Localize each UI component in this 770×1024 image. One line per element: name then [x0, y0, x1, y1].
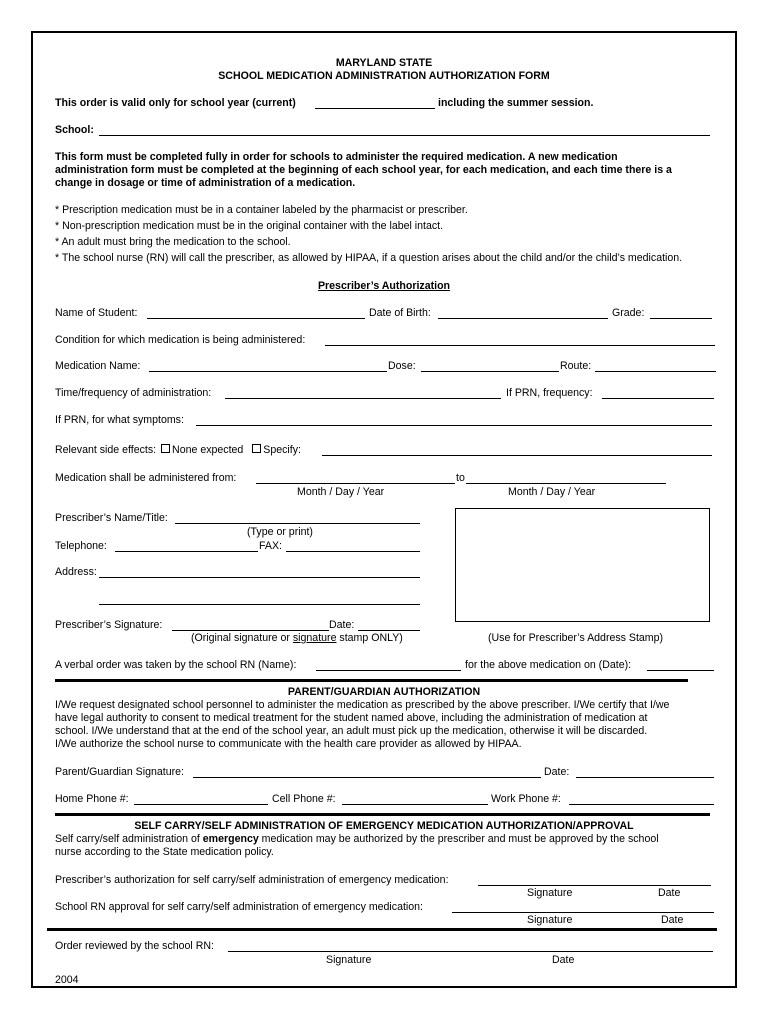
home-phone-field[interactable]	[134, 804, 268, 805]
side-effects-label: Relevant side effects:	[55, 444, 157, 456]
side-effects-row	[55, 444, 301, 457]
work-phone-field[interactable]	[569, 804, 714, 805]
parent-section-title: PARENT/GUARDIAN AUTHORIZATION	[287, 686, 481, 698]
parent-text-line: school. I/We understand that at the end of the school year, an adult must pick up the medication, otherwise it will be discarded.	[55, 725, 648, 737]
section-divider	[55, 813, 710, 816]
none-expected-label: None expected	[172, 444, 244, 456]
dose-label: Dose:	[388, 360, 416, 372]
rn-self-carry-label: School RN approval for self carry/self administration of emergency medication:	[55, 901, 423, 913]
address-field-2[interactable]	[99, 604, 420, 605]
instructions-line: This form must be completed fully in order for schools to administer the required medication. A new medication	[55, 151, 618, 163]
fax-field[interactable]	[286, 551, 420, 552]
prescriber-section-title: Prescriber’s Authorization	[317, 280, 451, 292]
footer-signature-caption: Signature	[326, 954, 372, 966]
prescriber-self-carry-label: Prescriber’s authorization for self carry/self administration of emergency medication:	[55, 874, 449, 886]
signature-caption: Signature	[527, 887, 573, 899]
prescriber-name-label: Prescriber’s Name/Title:	[55, 512, 168, 524]
parent-text-line: I/We authorize the school nurse to communicate with the health care provider as allowed by HIPAA.	[55, 738, 522, 750]
specify-checkbox[interactable]	[252, 444, 261, 453]
instructions-line: administration form must be completed at the beginning of each school year, for each medication, and each time there is a	[55, 164, 672, 176]
self-carry-section-title: SELF CARRY/SELF ADMINISTRATION OF EMERGENCY MEDICATION AUTHORIZATION/APPROVAL	[134, 820, 634, 832]
verbal-order-label: A verbal order was taken by the school RN (Name):	[55, 659, 297, 671]
validity-suffix: including the summer session.	[438, 97, 594, 109]
parent-text-line: I/We request designated school personnel to administer the medication as prescribed by the above prescriber. I/We certify that I/we	[55, 699, 670, 711]
bullet-item: * An adult must bring the medication to the school.	[55, 236, 291, 248]
form-year: 2004	[55, 974, 79, 986]
to-label: to	[456, 472, 465, 484]
medication-name-field[interactable]	[149, 371, 387, 372]
self-carry-text-line: nurse according to the State medication policy.	[55, 846, 274, 858]
school-field[interactable]	[99, 135, 710, 136]
section-divider	[55, 679, 688, 682]
cell-phone-field[interactable]	[342, 804, 488, 805]
school-year-field[interactable]	[315, 108, 435, 109]
fax-label: FAX:	[259, 540, 282, 552]
instructions-line: change in dosage or time of administration of a medication.	[55, 177, 356, 189]
prescriber-name-field[interactable]	[175, 523, 420, 524]
prn-frequency-label: If PRN, frequency:	[506, 387, 593, 399]
form-state-title: MARYLAND STATE	[335, 57, 433, 69]
self-carry-text-line: Self carry/self administration of emergency medication may be authorized by the prescriber and must be approved by the school	[55, 833, 659, 845]
parent-date-label: Date:	[544, 766, 570, 778]
reviewed-label: Order reviewed by the school RN:	[55, 940, 214, 952]
end-date-field[interactable]	[466, 483, 666, 484]
validity-label: This order is valid only for school year (current)	[55, 97, 296, 109]
school-label: School:	[55, 124, 94, 136]
parent-signature-field[interactable]	[193, 777, 541, 778]
dose-field[interactable]	[421, 371, 559, 372]
date-caption: Date	[661, 914, 684, 926]
student-name-field[interactable]	[147, 318, 365, 319]
bullet-item: * The school nurse (RN) will call the prescriber, as allowed by HIPAA, if a question arises about the child and/or the child’s medication.	[55, 252, 683, 264]
verbal-order-rn-field[interactable]	[316, 670, 461, 671]
signature-note: (Original signature or signature stamp ONLY)	[191, 632, 403, 644]
footer-date-caption: Date	[552, 954, 575, 966]
prescriber-signature-field[interactable]	[172, 630, 329, 631]
none-expected-checkbox[interactable]	[161, 444, 170, 453]
time-frequency-label: Time/frequency of administration:	[55, 387, 212, 399]
start-date-field[interactable]	[256, 483, 455, 484]
student-name-label: Name of Student:	[55, 307, 138, 319]
bullet-item: * Prescription medication must be in a container labeled by the pharmacist or prescriber.	[55, 204, 468, 216]
type-or-print-note: (Type or print)	[247, 526, 313, 538]
prn-symptoms-label: If PRN, for what symptoms:	[55, 414, 184, 426]
form-title: SCHOOL MEDICATION ADMINISTRATION AUTHORIZATION FORM	[218, 70, 550, 82]
grade-field[interactable]	[650, 318, 712, 319]
prescriber-signature-label: Prescriber’s Signature:	[55, 619, 163, 631]
parent-signature-label: Parent/Guardian Signature:	[55, 766, 184, 778]
condition-label: Condition for which medication is being administered:	[55, 334, 306, 346]
verbal-order-date-field[interactable]	[647, 670, 714, 671]
medication-name-label: Medication Name:	[55, 360, 141, 372]
grade-label: Grade:	[612, 307, 645, 319]
reviewed-field[interactable]	[228, 951, 713, 952]
telephone-label: Telephone:	[55, 540, 107, 552]
stamp-note: (Use for Prescriber’s Address Stamp)	[488, 632, 664, 644]
signature-caption: Signature	[527, 914, 573, 926]
prescriber-date-label: Date:	[329, 619, 355, 631]
date-caption: Date	[658, 887, 681, 899]
prescriber-stamp-box[interactable]	[455, 508, 710, 622]
cell-phone-label: Cell Phone #:	[272, 793, 336, 805]
specify-field[interactable]	[322, 455, 712, 456]
route-label: Route:	[560, 360, 592, 372]
dob-label: Date of Birth:	[369, 307, 431, 319]
administered-from-label: Medication shall be administered from:	[55, 472, 237, 484]
prn-symptoms-field[interactable]	[196, 425, 712, 426]
time-frequency-field[interactable]	[225, 398, 501, 399]
prn-frequency-field[interactable]	[602, 398, 714, 399]
telephone-field[interactable]	[115, 551, 258, 552]
section-divider	[47, 928, 717, 931]
specify-label: Specify:	[263, 444, 301, 456]
prescriber-self-carry-field[interactable]	[478, 885, 711, 886]
condition-field[interactable]	[325, 345, 715, 346]
end-date-format: Month / Day / Year	[508, 486, 596, 498]
address-label: Address:	[55, 566, 97, 578]
work-phone-label: Work Phone #:	[491, 793, 561, 805]
rn-self-carry-field[interactable]	[452, 912, 714, 913]
verbal-order-date-label: for the above medication on (Date):	[465, 659, 632, 671]
route-field[interactable]	[595, 371, 716, 372]
start-date-format: Month / Day / Year	[297, 486, 385, 498]
dob-field[interactable]	[438, 318, 608, 319]
home-phone-label: Home Phone #:	[55, 793, 129, 805]
address-field-1[interactable]	[99, 577, 420, 578]
parent-text-line: have legal authority to consent to medical treatment for the student named above, including the administration of medication at	[55, 712, 648, 724]
parent-date-field[interactable]	[576, 777, 714, 778]
bullet-item: * Non-prescription medication must be in the original container with the label intact.	[55, 220, 444, 232]
prescriber-date-field[interactable]	[358, 630, 420, 631]
